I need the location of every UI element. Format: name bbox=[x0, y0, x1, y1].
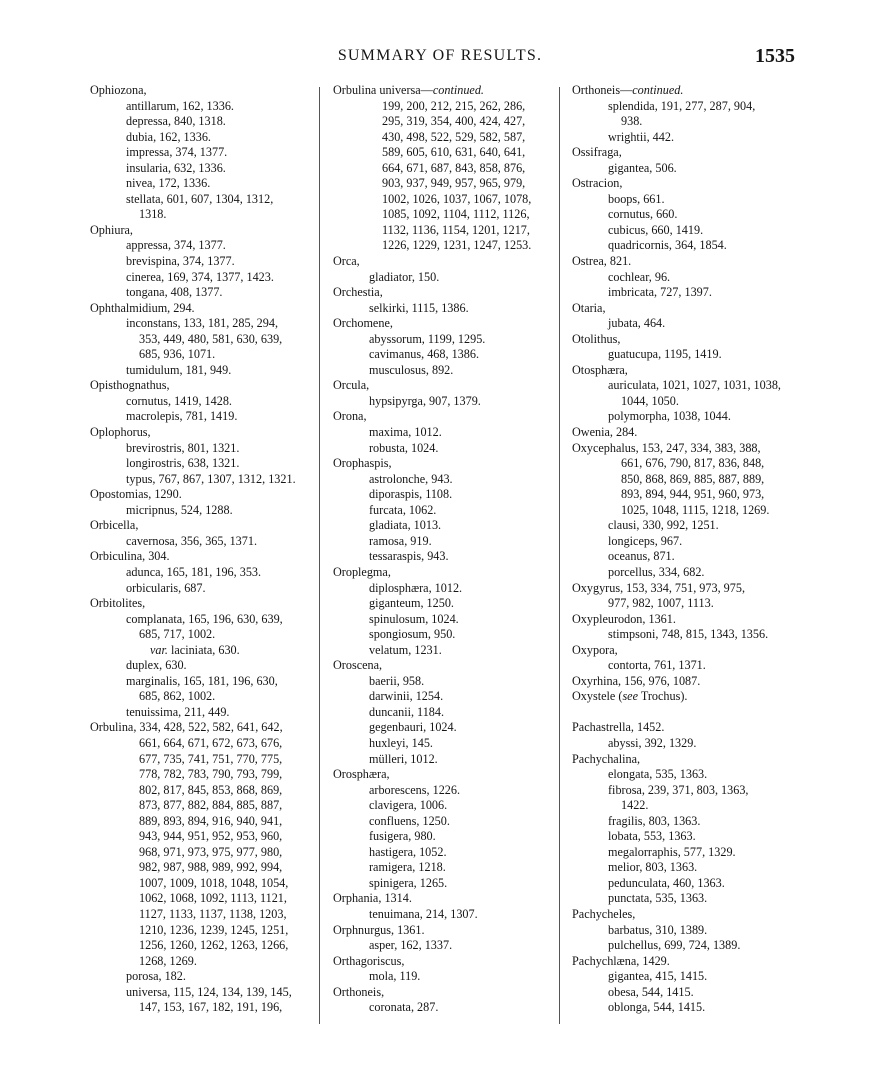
index-entry: ramosa, 919. bbox=[369, 533, 432, 548]
index-entry: musculosus, 892. bbox=[369, 362, 454, 377]
index-entry: huxleyi, 145. bbox=[369, 735, 433, 750]
column-divider bbox=[559, 87, 560, 1024]
index-heading: Oplophorus, bbox=[90, 425, 151, 440]
index-heading: Orchestia, bbox=[333, 285, 383, 300]
index-entry: depressa, 840, 1318. bbox=[126, 114, 226, 129]
index-entry: 677, 735, 741, 751, 770, 775, bbox=[139, 751, 283, 766]
index-entry: clavigera, 1006. bbox=[369, 798, 448, 813]
index-entry: coronata, 287. bbox=[369, 1000, 439, 1015]
index-entry: 778, 782, 783, 790, 793, 799, bbox=[139, 767, 283, 782]
index-entry: gladiator, 150. bbox=[369, 269, 440, 284]
index-entry: melior, 803, 1363. bbox=[608, 860, 698, 875]
index-entry: hypsipyrga, 907, 1379. bbox=[369, 393, 481, 408]
index-entry: complanata, 165, 196, 630, 639, bbox=[126, 611, 283, 626]
index-entry: elongata, 535, 1363. bbox=[608, 767, 708, 782]
page-number: 1535 bbox=[755, 45, 795, 67]
index-entry: 943, 944, 951, 952, 953, 960, bbox=[139, 829, 283, 844]
index-entry: 199, 200, 212, 215, 262, 286, bbox=[382, 98, 526, 113]
index-entry: hastigera, 1052. bbox=[369, 844, 447, 859]
index-entry: baerii, 958. bbox=[369, 673, 425, 688]
index-heading: Orthoneis—continued. bbox=[572, 83, 684, 97]
index-entry: arborescens, 1226. bbox=[369, 782, 461, 797]
index-heading: Orbulina universa—continued. bbox=[333, 83, 484, 97]
index-entry: 893, 894, 944, 951, 960, 973, bbox=[621, 487, 765, 502]
index-entry: longiceps, 967. bbox=[608, 533, 683, 548]
index-entry: 1318. bbox=[139, 207, 167, 222]
index-entry: gegenbauri, 1024. bbox=[369, 720, 457, 735]
index-entry: diporaspis, 1108. bbox=[369, 487, 453, 502]
index-entry: robusta, 1024. bbox=[369, 440, 439, 455]
index-entry: 1422. bbox=[621, 798, 649, 813]
index-heading: Orona, bbox=[333, 409, 367, 424]
index-heading: Pachychlæna, 1429. bbox=[572, 953, 670, 968]
index-entry: 977, 982, 1007, 1113. bbox=[608, 596, 714, 611]
index-entry: gigantea, 415, 1415. bbox=[608, 969, 708, 984]
index-entry: astrolonche, 943. bbox=[369, 471, 453, 486]
index-entry: porcellus, 334, 682. bbox=[608, 564, 705, 579]
index-entry: oceanus, 871. bbox=[608, 549, 675, 564]
index-heading: Ossifraga, bbox=[572, 145, 622, 160]
index-entry: adunca, 165, 181, 196, 353. bbox=[126, 564, 262, 579]
index-heading: Orcula, bbox=[333, 378, 370, 393]
index-entry: 1044, 1050. bbox=[621, 393, 679, 408]
index-heading: Ostracion, bbox=[572, 176, 623, 191]
index-heading: Pachastrella, 1452. bbox=[572, 720, 665, 735]
index-entry: 664, 671, 687, 843, 858, 876, bbox=[382, 160, 526, 175]
index-entry: selkirki, 1115, 1386. bbox=[369, 300, 469, 315]
index-entry: ramigera, 1218. bbox=[369, 860, 446, 875]
index-column-3 bbox=[572, 83, 794, 1016]
index-entry: cinerea, 169, 374, 1377, 1423. bbox=[126, 269, 274, 284]
index-heading: Pachycheles, bbox=[572, 906, 636, 921]
index-entry: 1132, 1136, 1154, 1201, 1217, bbox=[382, 222, 530, 237]
index-heading: Orbitolites, bbox=[90, 596, 146, 611]
index-entry: micripnus, 524, 1288. bbox=[126, 502, 233, 517]
index-entry: cavimanus, 468, 1386. bbox=[369, 347, 480, 362]
index-entry: fibrosa, 239, 371, 803, 1363, bbox=[608, 782, 749, 797]
index-entry: 1127, 1133, 1137, 1138, 1203, bbox=[139, 906, 287, 921]
index-entry: macrolepis, 781, 1419. bbox=[126, 409, 238, 424]
index-heading: Orthoneis, bbox=[333, 984, 385, 999]
index-heading: Oxystele (see Trochus). bbox=[572, 689, 688, 704]
index-entry: 353, 449, 480, 581, 630, 639, bbox=[139, 331, 283, 346]
index-entry: 1007, 1009, 1018, 1048, 1054, bbox=[139, 875, 289, 890]
index-entry: cavernosa, 356, 365, 1371. bbox=[126, 533, 257, 548]
index-entry: megalorraphis, 577, 1329. bbox=[608, 844, 736, 859]
index-entry: 968, 971, 973, 975, 977, 980, bbox=[139, 844, 283, 859]
index-heading: Otosphæra, bbox=[572, 362, 628, 377]
index-heading: Otaria, bbox=[572, 300, 606, 315]
index-entry: 1226, 1229, 1231, 1247, 1253. bbox=[382, 238, 532, 253]
index-column-2 bbox=[333, 83, 551, 1016]
index-entry: mola, 119. bbox=[369, 969, 421, 984]
index-entry: oblonga, 544, 1415. bbox=[608, 1000, 706, 1015]
index-entry: cornutus, 1419, 1428. bbox=[126, 393, 232, 408]
index-entry: 1256, 1260, 1262, 1263, 1266, bbox=[139, 938, 289, 953]
index-entry: porosa, 182. bbox=[126, 969, 186, 984]
index-entry: 889, 893, 894, 916, 940, 941, bbox=[139, 813, 283, 828]
index-heading: Oroscena, bbox=[333, 658, 383, 673]
index-heading: Orthagoriscus, bbox=[333, 953, 405, 968]
index-entry: pedunculata, 460, 1363. bbox=[608, 875, 725, 890]
index-entry: 1062, 1068, 1092, 1113, 1121, bbox=[139, 891, 287, 906]
index-heading: Pachychalina, bbox=[572, 751, 641, 766]
index-entry: insularia, 632, 1336. bbox=[126, 160, 226, 175]
index-heading: Otolithus, bbox=[572, 331, 621, 346]
index-entry: abyssorum, 1199, 1295. bbox=[369, 331, 486, 346]
index-entry: 938. bbox=[621, 114, 643, 129]
index-heading: Orophaspis, bbox=[333, 456, 392, 471]
index-heading: Opisthognathus, bbox=[90, 378, 170, 393]
index-heading: Orca, bbox=[333, 254, 360, 269]
index-entry: giganteum, 1250. bbox=[369, 596, 454, 611]
index-entry: jubata, 464. bbox=[608, 316, 666, 331]
index-entry: 685, 717, 1002. bbox=[139, 627, 216, 642]
index-entry: contorta, 761, 1371. bbox=[608, 658, 706, 673]
index-entry: 1025, 1048, 1115, 1218, 1269. bbox=[621, 502, 770, 517]
index-heading: Oxycephalus, 153, 247, 334, 383, 388, bbox=[572, 440, 761, 455]
index-entry: stellata, 601, 607, 1304, 1312, bbox=[126, 191, 274, 206]
index-entry: 661, 676, 790, 817, 836, 848, bbox=[621, 456, 765, 471]
index-entry: longirostris, 638, 1321. bbox=[126, 456, 240, 471]
index-heading: Orphnurgus, 1361. bbox=[333, 922, 425, 937]
index-entry: var. laciniata, 630. bbox=[150, 642, 240, 657]
index-entry: tongana, 408, 1377. bbox=[126, 285, 223, 300]
index-entry: 873, 877, 882, 884, 885, 887, bbox=[139, 798, 283, 813]
index-entry: cornutus, 660. bbox=[608, 207, 678, 222]
index-entry: imbricata, 727, 1397. bbox=[608, 285, 712, 300]
index-entry: tumidulum, 181, 949. bbox=[126, 362, 232, 377]
index-entry: mülleri, 1012. bbox=[369, 751, 438, 766]
index-entry: furcata, 1062. bbox=[369, 502, 437, 517]
index-entry: 1002, 1026, 1037, 1067, 1078, bbox=[382, 191, 532, 206]
index-heading: Oroplegma, bbox=[333, 564, 391, 579]
index-entry: quadricornis, 364, 1854. bbox=[608, 238, 727, 253]
index-entry: darwinii, 1254. bbox=[369, 689, 444, 704]
index-entry: inconstans, 133, 181, 285, 294, bbox=[126, 316, 278, 331]
index-heading: Opostomias, 1290. bbox=[90, 487, 182, 502]
index-entry: gladiata, 1013. bbox=[369, 518, 442, 533]
index-entry: polymorpha, 1038, 1044. bbox=[608, 409, 731, 424]
index-entry: dubia, 162, 1336. bbox=[126, 129, 211, 144]
index-entry: barbatus, 310, 1389. bbox=[608, 922, 708, 937]
index-entry: 147, 153, 167, 182, 191, 196, bbox=[139, 1000, 283, 1015]
index-entry: spinigera, 1265. bbox=[369, 875, 448, 890]
index-entry: marginalis, 165, 181, 196, 630, bbox=[126, 673, 278, 688]
index-heading: Oxyrhina, 156, 976, 1087. bbox=[572, 673, 701, 688]
index-entry: cubicus, 660, 1419. bbox=[608, 222, 704, 237]
index-column-1 bbox=[90, 83, 310, 1016]
index-entry: duplex, 630. bbox=[126, 658, 187, 673]
index-entry: fusigera, 980. bbox=[369, 829, 436, 844]
index-heading: Ostrea, 821. bbox=[572, 254, 632, 269]
index-entry: diplosphæra, 1012. bbox=[369, 580, 463, 595]
index-entry: abyssi, 392, 1329. bbox=[608, 735, 697, 750]
index-heading: Orphania, 1314. bbox=[333, 891, 412, 906]
index-heading: Ophthalmidium, 294. bbox=[90, 300, 195, 315]
index-entry: tenuissima, 211, 449. bbox=[126, 704, 230, 719]
running-title: SUMMARY OF RESULTS. bbox=[337, 47, 543, 64]
index-entry: spongiosum, 950. bbox=[369, 627, 456, 642]
index-entry: asper, 162, 1337. bbox=[369, 938, 453, 953]
index-entry: guatucupa, 1195, 1419. bbox=[608, 347, 722, 362]
index-entry: nivea, 172, 1336. bbox=[126, 176, 211, 191]
index-entry: gigantea, 506. bbox=[608, 160, 677, 175]
index-heading: Ophiozona, bbox=[90, 83, 147, 97]
index-entry: 661, 664, 671, 672, 673, 676, bbox=[139, 735, 283, 750]
index-entry: clausi, 330, 992, 1251. bbox=[608, 518, 719, 533]
index-heading: Oxypora, bbox=[572, 642, 618, 657]
index-entry: 685, 936, 1071. bbox=[139, 347, 216, 362]
index-entry: 982, 987, 988, 989, 992, 994, bbox=[139, 860, 283, 875]
index-entry: velatum, 1231. bbox=[369, 642, 442, 657]
column-divider bbox=[319, 87, 320, 1024]
index-entry: boops, 661. bbox=[608, 191, 665, 206]
index-entry: spinulosum, 1024. bbox=[369, 611, 459, 626]
index-heading: Ophiura, bbox=[90, 222, 133, 237]
index-entry: 850, 868, 869, 885, 887, 889, bbox=[621, 471, 765, 486]
index-entry: punctata, 535, 1363. bbox=[608, 891, 708, 906]
index-entry: 295, 319, 354, 400, 424, 427, bbox=[382, 114, 526, 129]
index-heading: Orbulina, 334, 428, 522, 582, 641, 642, bbox=[90, 720, 283, 735]
index-heading: Orbiculina, 304. bbox=[90, 549, 170, 564]
index-entry: maxima, 1012. bbox=[369, 425, 442, 440]
index-heading: Owenia, 284. bbox=[572, 425, 638, 440]
index-entry: cochlear, 96. bbox=[608, 269, 671, 284]
index-entry: pulchellus, 699, 724, 1389. bbox=[608, 938, 741, 953]
index-entry: lobata, 553, 1363. bbox=[608, 829, 696, 844]
index-entry: 430, 498, 522, 529, 582, 587, bbox=[382, 129, 526, 144]
index-entry: 903, 937, 949, 957, 965, 979, bbox=[382, 176, 526, 191]
index-entry: confluens, 1250. bbox=[369, 813, 450, 828]
index-entry: duncanii, 1184. bbox=[369, 704, 445, 719]
index-entry: brevispina, 374, 1377. bbox=[126, 254, 235, 269]
index-entry: fragilis, 803, 1363. bbox=[608, 813, 701, 828]
index-entry: 1268, 1269. bbox=[139, 953, 197, 968]
index-entry: appressa, 374, 1377. bbox=[126, 238, 226, 253]
index-entry: stimpsoni, 748, 815, 1343, 1356. bbox=[608, 627, 769, 642]
index-entry: antillarum, 162, 1336. bbox=[126, 98, 234, 113]
index-entry: typus, 767, 867, 1307, 1312, 1321. bbox=[126, 471, 296, 486]
index-entry: 589, 605, 610, 631, 640, 641, bbox=[382, 145, 526, 160]
index-heading: Orosphæra, bbox=[333, 767, 390, 782]
index-entry: 1085, 1092, 1104, 1112, 1126, bbox=[382, 207, 530, 222]
index-entry: tenuimana, 214, 1307. bbox=[369, 906, 478, 921]
index-heading: Oxypleurodon, 1361. bbox=[572, 611, 676, 626]
index-entry: universa, 115, 124, 134, 139, 145, bbox=[126, 984, 292, 999]
index-entry: 802, 817, 845, 853, 868, 869, bbox=[139, 782, 283, 797]
index-entry: obesa, 544, 1415. bbox=[608, 984, 694, 999]
index-entry: splendida, 191, 277, 287, 904, bbox=[608, 98, 756, 113]
index-entry: wrightii, 442. bbox=[608, 129, 675, 144]
index-heading: Oxygyrus, 153, 334, 751, 973, 975, bbox=[572, 580, 745, 595]
index-entry: 1210, 1236, 1239, 1245, 1251, bbox=[139, 922, 289, 937]
index-heading: Orchomene, bbox=[333, 316, 393, 331]
index-entry: orbicularis, 687. bbox=[126, 580, 206, 595]
index-heading: Orbicella, bbox=[90, 518, 139, 533]
index-entry: brevirostris, 801, 1321. bbox=[126, 440, 240, 455]
section-gap bbox=[572, 705, 794, 721]
index-entry: impressa, 374, 1377. bbox=[126, 145, 228, 160]
index-entry: 685, 862, 1002. bbox=[139, 689, 216, 704]
index-entry: auriculata, 1021, 1027, 1031, 1038, bbox=[608, 378, 781, 393]
index-entry: tessaraspis, 943. bbox=[369, 549, 449, 564]
